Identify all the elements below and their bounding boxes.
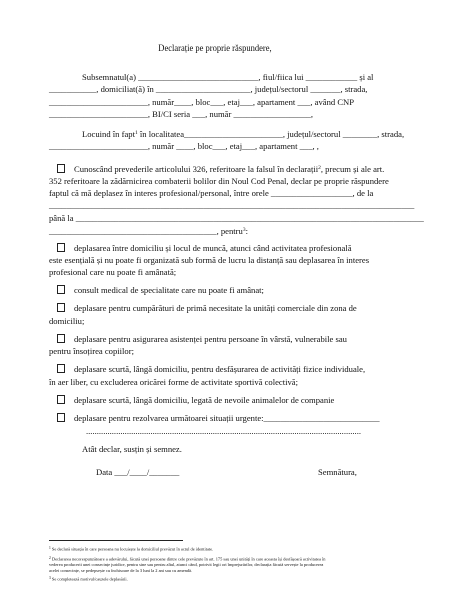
line-interes: faptul că mă deplasez în interes profesional/personal, între orele ___________________, de la (49, 188, 374, 198)
document-title: Declarație pe proprie răspundere, (158, 44, 272, 54)
footnote-2-cont: vederea producerii unei consecințe juridice, pentru sine sau pentru altul, atunci când, potrivit legii ori împrejurărilor, declarația făcută servește la producerea (49, 562, 324, 567)
footnote-2: $^2$ Declararea necorespunzătoare a adevărului, făcută unei persoane dintre cele prevăzute în art. 175 sau unei unități în care aceasta își desfășoară activitatea în (49, 556, 326, 562)
footnote-ref-2: 2 (318, 165, 321, 171)
option-activitati-fizice: deplasare scurtă, lângă domiciliu, pentru desfășurarea de activități fizice individuale, (57, 364, 365, 374)
checkbox-icon (57, 285, 65, 294)
option-cumparaturi-cont: domiciliu; (49, 316, 85, 326)
footnote-1: $^1$ Se declară situația în care persoana nu locuiește la domiciliul prevăzut în actul de identitate. (49, 546, 214, 552)
closing-statement: Atât declar, susțin și semnez. (82, 444, 182, 454)
option-activitati-fizice-cont: în aer liber, cu excluderea oricărei forme de activitate sportivă colectivă; (49, 377, 298, 387)
line-locuind: Locuind în fapt$^1$ în localitatea_______________________, județul/sectorul ________, strada, (82, 129, 405, 139)
line-buletin: _______________________, BI/CI seria ___, număr __________________, (49, 109, 314, 119)
checkbox-icon (57, 243, 65, 252)
checkbox-icon (57, 395, 65, 404)
checkbox-icon (57, 364, 65, 373)
option-consult-medical: consult medical de specialitate care nu poate fi amânat; (57, 285, 264, 295)
line-subsemnatul: Subsemnatul(a) ____________________________, fiul/fiica lui ____________ și al (82, 72, 374, 82)
date-field: Data ___/____/_______ (96, 467, 180, 477)
line-de-la: _____________________________________________________________________________________ (49, 200, 415, 210)
line-pana-la: până la _________________________________________________________________________________ (49, 213, 424, 223)
option-asistenta-cont: pentru însoțirea copiilor; (49, 346, 134, 356)
option-munca: deplasarea între domiciliu și locul de muncă, atunci când activitatea profesională (57, 243, 352, 253)
line-strada-numar: _______________________, număr____, bloc___, etaj___, apartament ___, având CNP (49, 97, 355, 107)
line-domiciliat: ___________, domiciliat(ă) în ______________________, județul/sectorul _______, strada, (49, 84, 368, 94)
footnote-3: $^3$ Se completează motivul/cauzele deplasării. (49, 576, 128, 582)
signature-label: Semnătura, (318, 467, 357, 477)
checkbox-icon (57, 334, 65, 343)
option-munca-cont2: profesional care nu poate fi amânată; (49, 267, 177, 277)
line-art-352: 352 referitoare la zădărnicirea combaterii bolilor din Noul Cod Penal, declar pe proprie răspundere (49, 176, 389, 186)
line-pentru: _______________________________________, pentru$^3$: (49, 226, 248, 236)
footnote-ref-3: 3 (242, 227, 246, 233)
option-munca-cont: este esențială și nu poate fi organizată sub formă de lucru la distanță sau deplasarea în interes (49, 255, 370, 265)
checkbox-icon (57, 303, 65, 312)
option-cumparaturi: deplasare pentru cumpărături de primă necesitate la unități comerciale din zona de (57, 303, 357, 313)
option-asistenta: deplasare pentru asigurarea asistenței pentru persoane în vârstă, vulnerabile sau (57, 334, 347, 344)
urgent-situation-dotted-line: ................................................................................................................................ (86, 426, 361, 436)
option-animale: deplasare scurtă, lângă domiciliu, legată de nevoile animalelor de companie (57, 395, 334, 405)
line-adresa-fapt: _______________________, număr ____, bloc___, etaj___, apartament ___, , (49, 141, 319, 151)
checkbox-icon (57, 413, 65, 422)
footnote-2-cont2: acelei consecințe, se pedepsește cu închisoare de la 3 luni la 2 ani sau cu amendă. (49, 568, 193, 573)
line-cunoscand: Cunoscând prevederile articolului 326, referitoare la falsul în declarații$^2$, precum și ale art. (57, 163, 384, 174)
footnote-separator (49, 540, 183, 541)
checkbox-icon (57, 164, 65, 173)
option-situatie-urgenta: deplasare pentru rezolvarea următoarei situații urgente:___________________________ (57, 413, 380, 423)
footnote-ref-1: 1 (134, 130, 138, 136)
